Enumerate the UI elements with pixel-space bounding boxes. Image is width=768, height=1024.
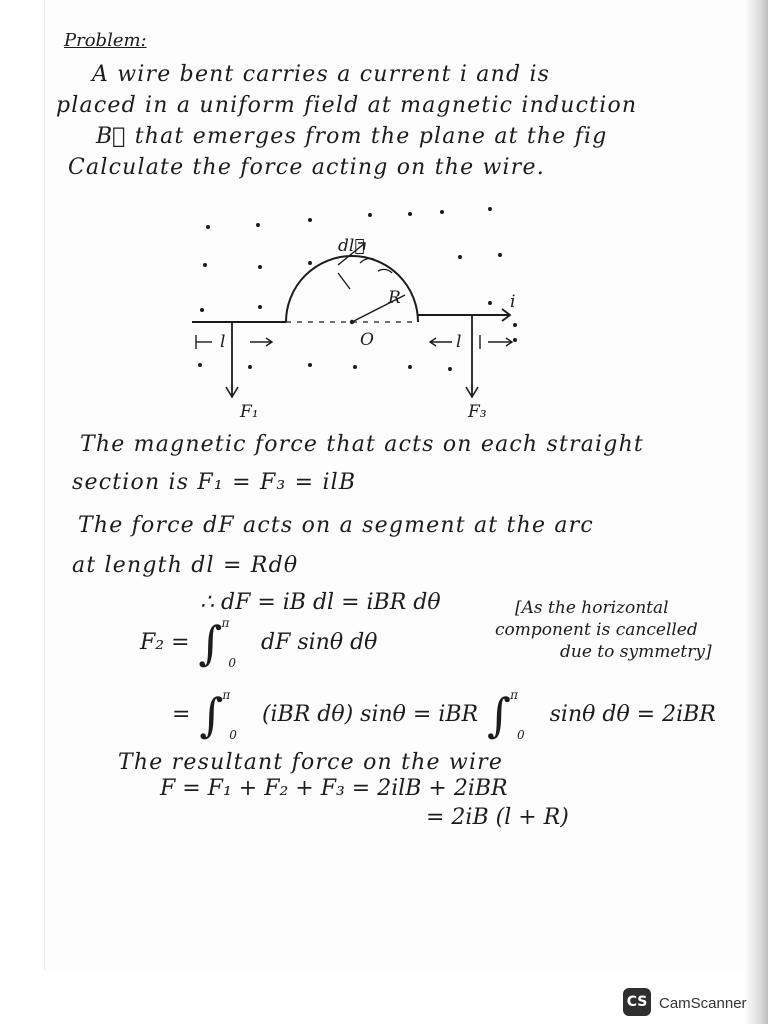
problem-line-3: B⃗ that emerges from the plane at the fig bbox=[96, 124, 608, 149]
page-edge-shadow bbox=[744, 0, 768, 1024]
camscanner-brand: CamScanner bbox=[659, 995, 747, 1012]
upper-limit-2: π bbox=[510, 688, 518, 702]
camscanner-logo: CS bbox=[623, 988, 651, 1016]
result-line-2: F = F₁ + F₂ + F₃ = 2ilB + 2iBR bbox=[160, 776, 508, 801]
integral-sign-1: ∫ bbox=[199, 688, 224, 742]
radius-label: R bbox=[388, 288, 401, 308]
solution-line-3: ∴ dF = iB dl = iBR dθ bbox=[200, 590, 441, 615]
solution-line-2b: at length dl = Rdθ bbox=[72, 553, 299, 578]
current-label: i bbox=[510, 292, 516, 312]
force-f1-label: F₁ bbox=[240, 402, 259, 422]
problem-line-1: A wire bent carries a current i and is bbox=[92, 62, 551, 87]
wire-diagram bbox=[160, 195, 560, 430]
note-line-1: [As the horizontal bbox=[515, 598, 669, 618]
solution-line-1b: section is F₁ = F₃ = ilB bbox=[72, 470, 357, 495]
upper-limit-1: π bbox=[222, 688, 231, 702]
solution-line-1a: The magnetic force that acts on each straight bbox=[80, 432, 644, 457]
integral-sign: ∫ bbox=[198, 616, 223, 670]
eq-prefix: = bbox=[172, 702, 191, 727]
f2-lhs: F₂ = bbox=[140, 630, 190, 655]
f2-equation bbox=[140, 616, 378, 670]
right-length-label: l bbox=[456, 332, 462, 352]
note-line-3: due to symmetry] bbox=[560, 642, 712, 662]
center-label: O bbox=[360, 330, 374, 350]
f2-rhs: dF sinθ dθ bbox=[261, 630, 378, 655]
integral-evaluation bbox=[172, 688, 716, 742]
lower-limit-2: 0 bbox=[516, 728, 525, 742]
solution-line-2a: The force dF acts on a segment at the arc bbox=[78, 513, 594, 538]
upper-limit: π bbox=[221, 616, 230, 630]
result-line-1: The resultant force on the wire bbox=[118, 750, 504, 775]
field-dots bbox=[198, 207, 517, 371]
eq-end: sinθ dθ = 2iBR bbox=[549, 702, 716, 727]
wire-figure bbox=[160, 195, 560, 430]
note-line-2: component is cancelled bbox=[495, 620, 698, 640]
lower-limit: 0 bbox=[228, 656, 237, 670]
result-line-3: = 2iB (l + R) bbox=[426, 805, 569, 830]
force-f3-label: F₃ bbox=[468, 402, 487, 422]
problem-heading: Problem: bbox=[64, 30, 147, 51]
left-length-label: l bbox=[220, 332, 226, 352]
integral-sign-2: ∫ bbox=[487, 688, 512, 742]
problem-line-4: Calculate the force acting on the wire. bbox=[68, 155, 545, 180]
eq-mid: (iBR dθ) sinθ = iBR bbox=[261, 702, 479, 727]
lower-limit-1: 0 bbox=[229, 728, 237, 742]
dl-label: dl⃗ bbox=[338, 236, 365, 256]
problem-line-2: placed in a uniform field at magnetic induction bbox=[56, 93, 638, 118]
